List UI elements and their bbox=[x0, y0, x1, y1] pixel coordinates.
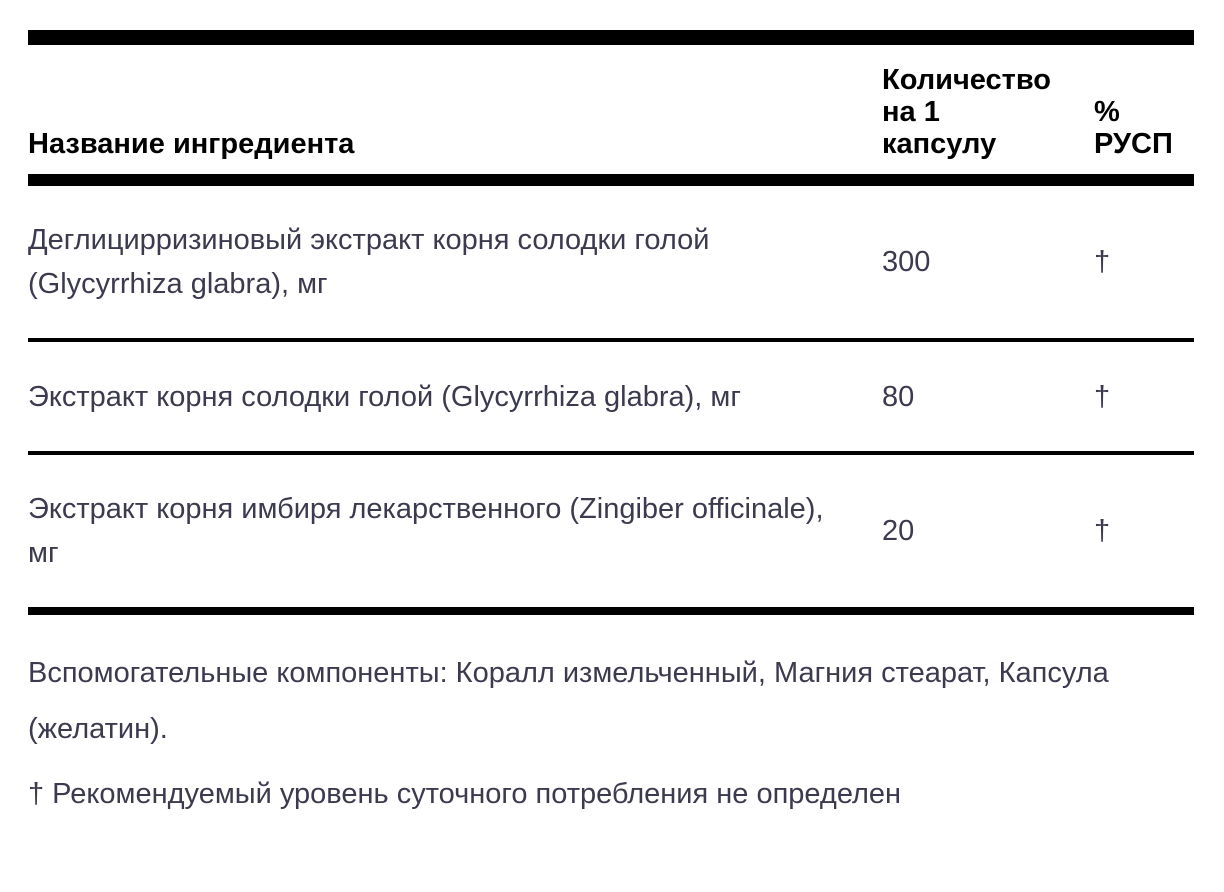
ingredient-percent: † bbox=[1094, 380, 1111, 413]
header-percent-line: % bbox=[1094, 96, 1120, 128]
header-quantity-line: Количество bbox=[882, 64, 1052, 96]
ingredient-quantity: 300 bbox=[882, 246, 931, 278]
ingredient-name: Экстракт корня солодки голой (Glycyrrhiza glabra), мг bbox=[28, 380, 741, 413]
table-row bbox=[28, 342, 1194, 451]
header-ingredient-name: Название ингредиента bbox=[28, 128, 355, 160]
header-percent-line: РУСП bbox=[1094, 128, 1173, 160]
ingredient-name: Экстракт корня имбиря лекарственного (Zingiber officinale), мг bbox=[28, 493, 824, 569]
ingredient-name: Деглицирризиновый экстракт корня солодки голой (Glycyrrhiza glabra), мг bbox=[28, 224, 710, 300]
header-quantity bbox=[882, 64, 1094, 174]
ingredient-percent: † bbox=[1094, 515, 1111, 547]
ingredient-percent: † bbox=[1094, 246, 1111, 278]
ingredient-quantity: 20 bbox=[882, 515, 915, 547]
header-quantity-line: на 1 bbox=[882, 96, 940, 128]
ingredient-quantity: 80 bbox=[882, 380, 915, 413]
footnote-text: † Рекомендуемый уровень суточного потребления не определен bbox=[28, 778, 902, 810]
table-row bbox=[28, 455, 1194, 607]
table-header-rule bbox=[28, 174, 1194, 186]
header-percent-rdi bbox=[1094, 96, 1194, 174]
table-top-rule bbox=[28, 30, 1194, 45]
ingredients-table bbox=[28, 30, 1194, 615]
table-bottom-rule bbox=[28, 607, 1194, 615]
header-quantity-line: капсулу bbox=[882, 128, 997, 160]
table-row bbox=[28, 186, 1194, 338]
notes-section bbox=[28, 645, 1194, 814]
table-header-row bbox=[28, 45, 1194, 174]
excipients-text: Вспомогательные компоненты: Коралл измельченный, Магния стеарат, Капсула (желатин). bbox=[28, 657, 1109, 745]
